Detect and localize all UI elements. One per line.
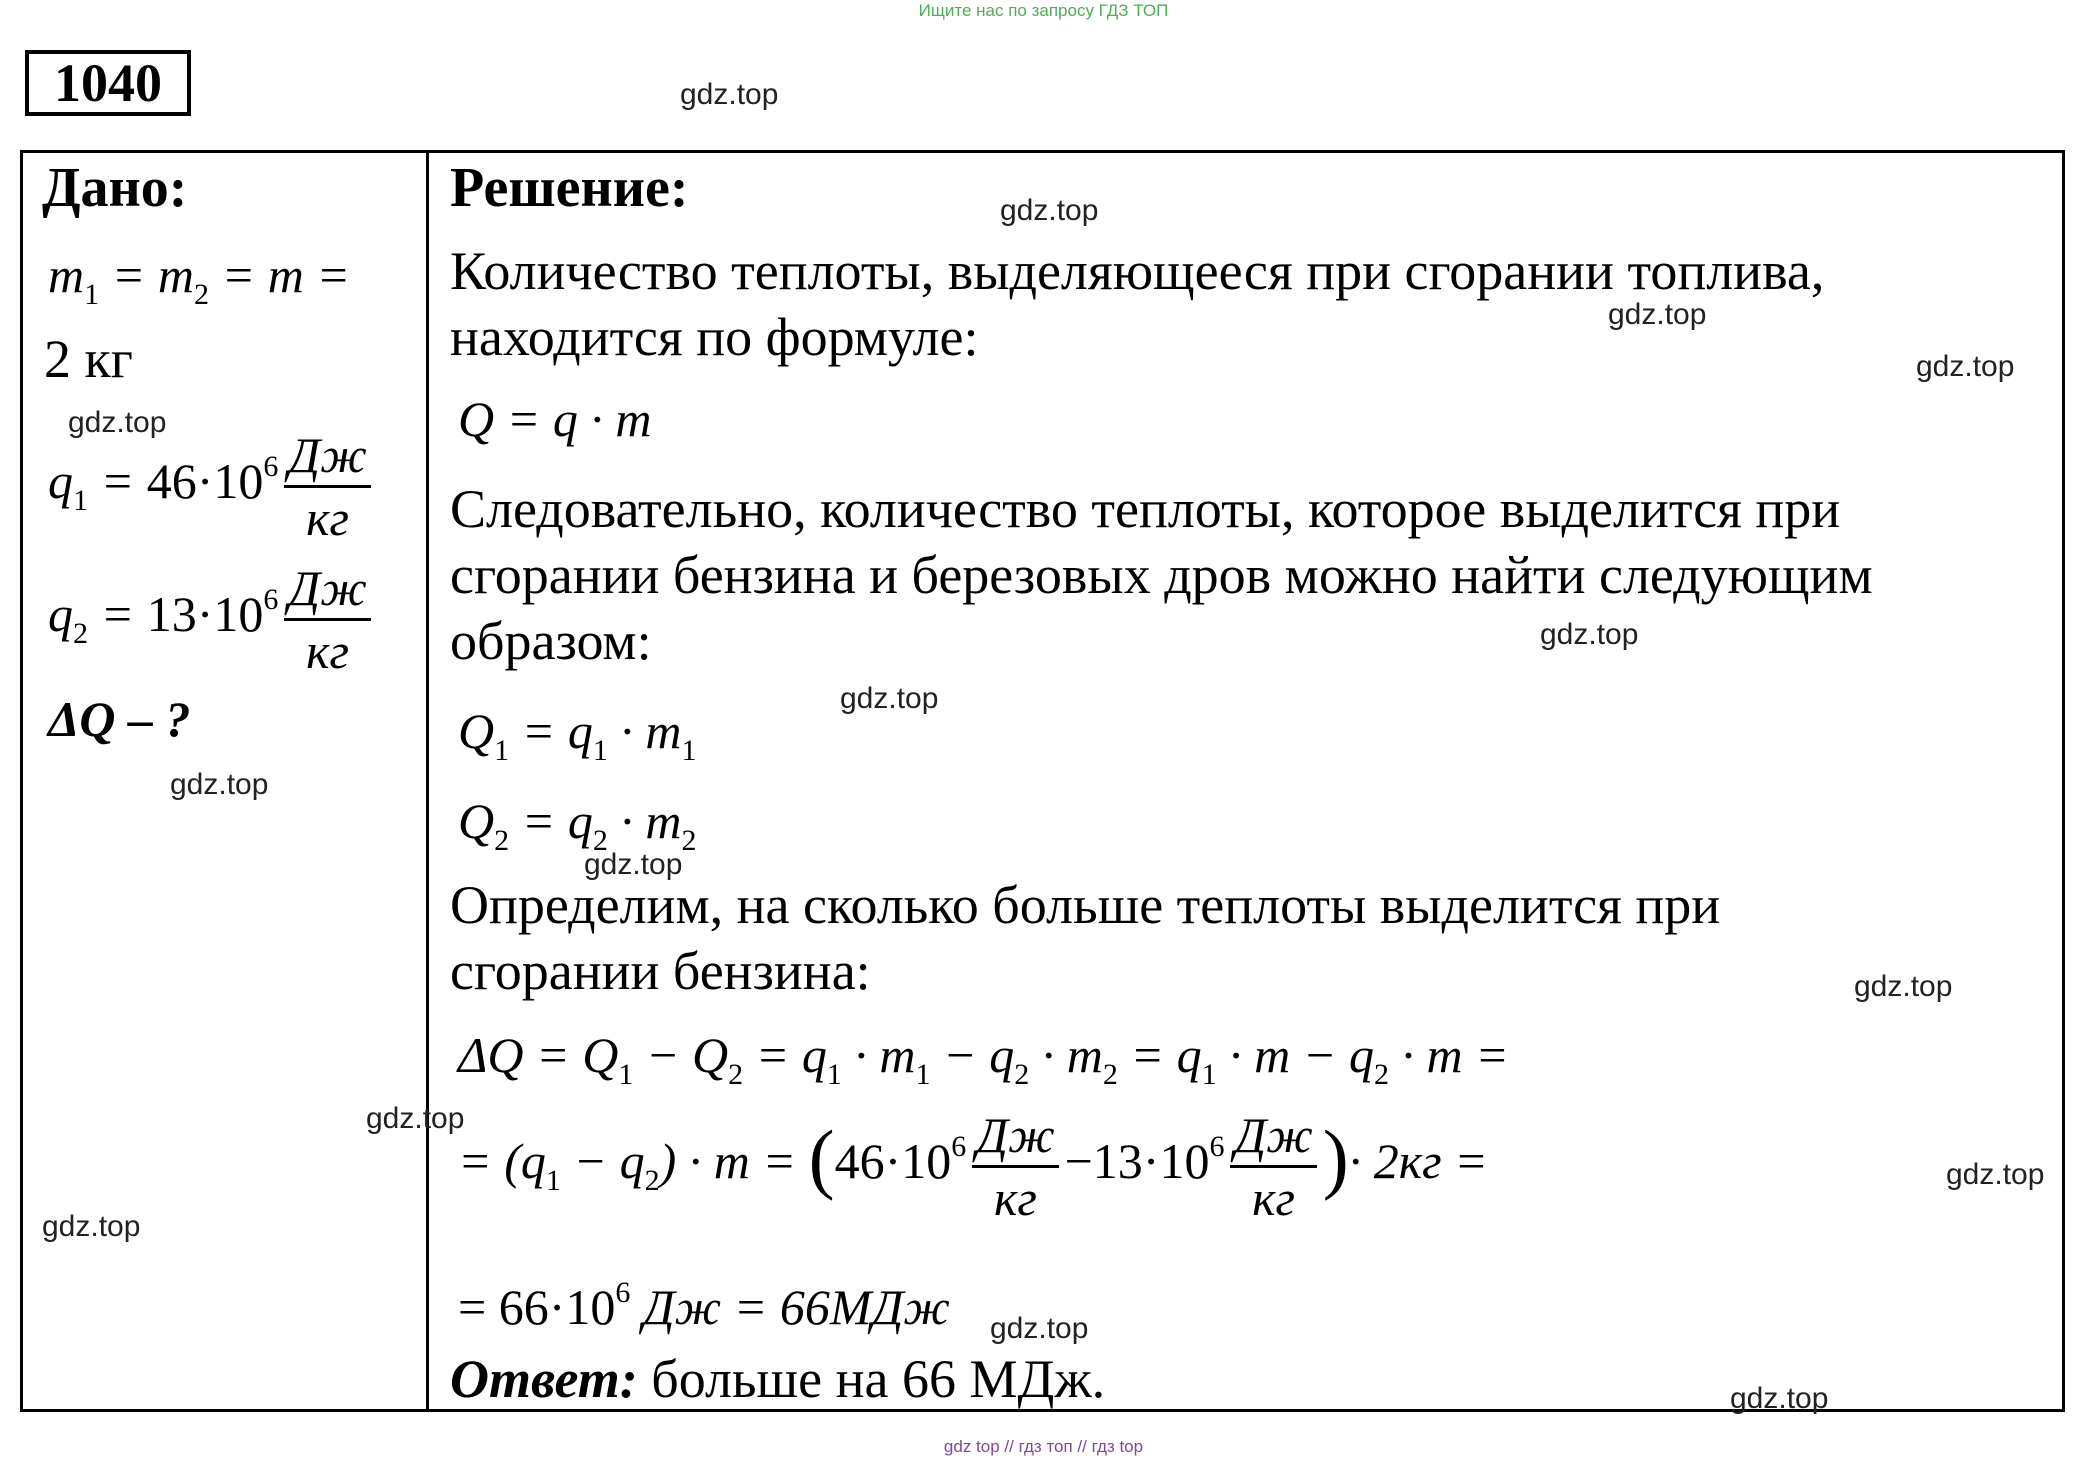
watermark: gdz.top (1916, 350, 2015, 383)
watermark: gdz.top (1608, 298, 1707, 331)
watermark: gdz.top (170, 768, 269, 801)
paragraph-1-line-2: находится по формуле: (450, 307, 979, 367)
watermark: gdz.top (366, 1102, 465, 1135)
problem-number: 1040 (25, 50, 191, 116)
calculation-line-1: $\Delta Q = Q_1 - Q_2 = q_1 \cdot m_1 - q_2 \cdot m_2 = q_1 \cdot m - q_2 \cdot m$ = (458, 1027, 1509, 1091)
footer: gdz top // гдз топ // гдз top (943, 1437, 1144, 1456)
watermark: gdz.top (1730, 1382, 1829, 1415)
given-heading: Дано: (42, 157, 188, 219)
paragraph-2-line-1: Следовательно, количество теплоты, которое выделится при (450, 479, 1841, 539)
given-mass-equation: $m_1 = m_2 = m$ = (48, 247, 351, 311)
watermark: gdz.top (1540, 618, 1639, 651)
column-divider (426, 150, 429, 1412)
watermark: gdz.top (1854, 970, 1953, 1003)
given-find: ΔQ – ? (48, 691, 191, 747)
formula-q1: $Q_1 = q_1 \cdot m_1$ (458, 703, 697, 767)
solution-heading: Решение: (450, 157, 689, 219)
watermark: gdz.top (42, 1210, 141, 1243)
paragraph-3-line-2: сгорании бензина: (450, 941, 871, 1001)
paragraph-2-line-3: образом: (450, 611, 652, 671)
answer: Ответ: больше на 66 МДж. (450, 1349, 1106, 1409)
formula-q: Q = q · m (458, 391, 652, 447)
given-q2: $q_2 = 13\cdot 10^6$ $\frac{Дж}{кг}$ (48, 558, 377, 681)
watermark: gdz.top (840, 682, 939, 715)
formula-q2: $Q_2 = q_2 \cdot m_2$ (458, 793, 697, 857)
watermark: gdz.top (1000, 194, 1099, 227)
watermark: gdz.top (1946, 1158, 2045, 1191)
calculation-line-2: = $(q_1 - q_2) \cdot m = (46\cdot 10^6$ $\frac{Дж}{кг}$ $-13\cdot 10^6$ $\frac{Дж}{кг}$ )· 2кг = (458, 1107, 1488, 1226)
paragraph-3-line-1: Определим, на сколько больше теплоты выделится при (450, 875, 1721, 935)
watermark: gdz.top (584, 848, 683, 881)
paragraph-2-line-2: сгорании бензина и березовых дров можно найти следующим (450, 545, 1873, 605)
given-q1: $q_1 = 46\cdot 10^6$ $\frac{Дж}{кг}$ (48, 425, 377, 548)
given-mass-value: 2 кг (44, 329, 133, 389)
top-banner: Ищите нас по запросу ГДЗ ТОП (918, 1, 1169, 20)
calculation-line-3: = $66\cdot 10^6$ Дж = 66МДж (458, 1276, 950, 1335)
watermark: gdz.top (680, 78, 779, 111)
watermark: gdz.top (68, 406, 167, 439)
paragraph-1-line-1: Количество теплоты, выделяющееся при сгорании топлива, (450, 241, 1825, 301)
watermark: gdz.top (990, 1312, 1089, 1345)
